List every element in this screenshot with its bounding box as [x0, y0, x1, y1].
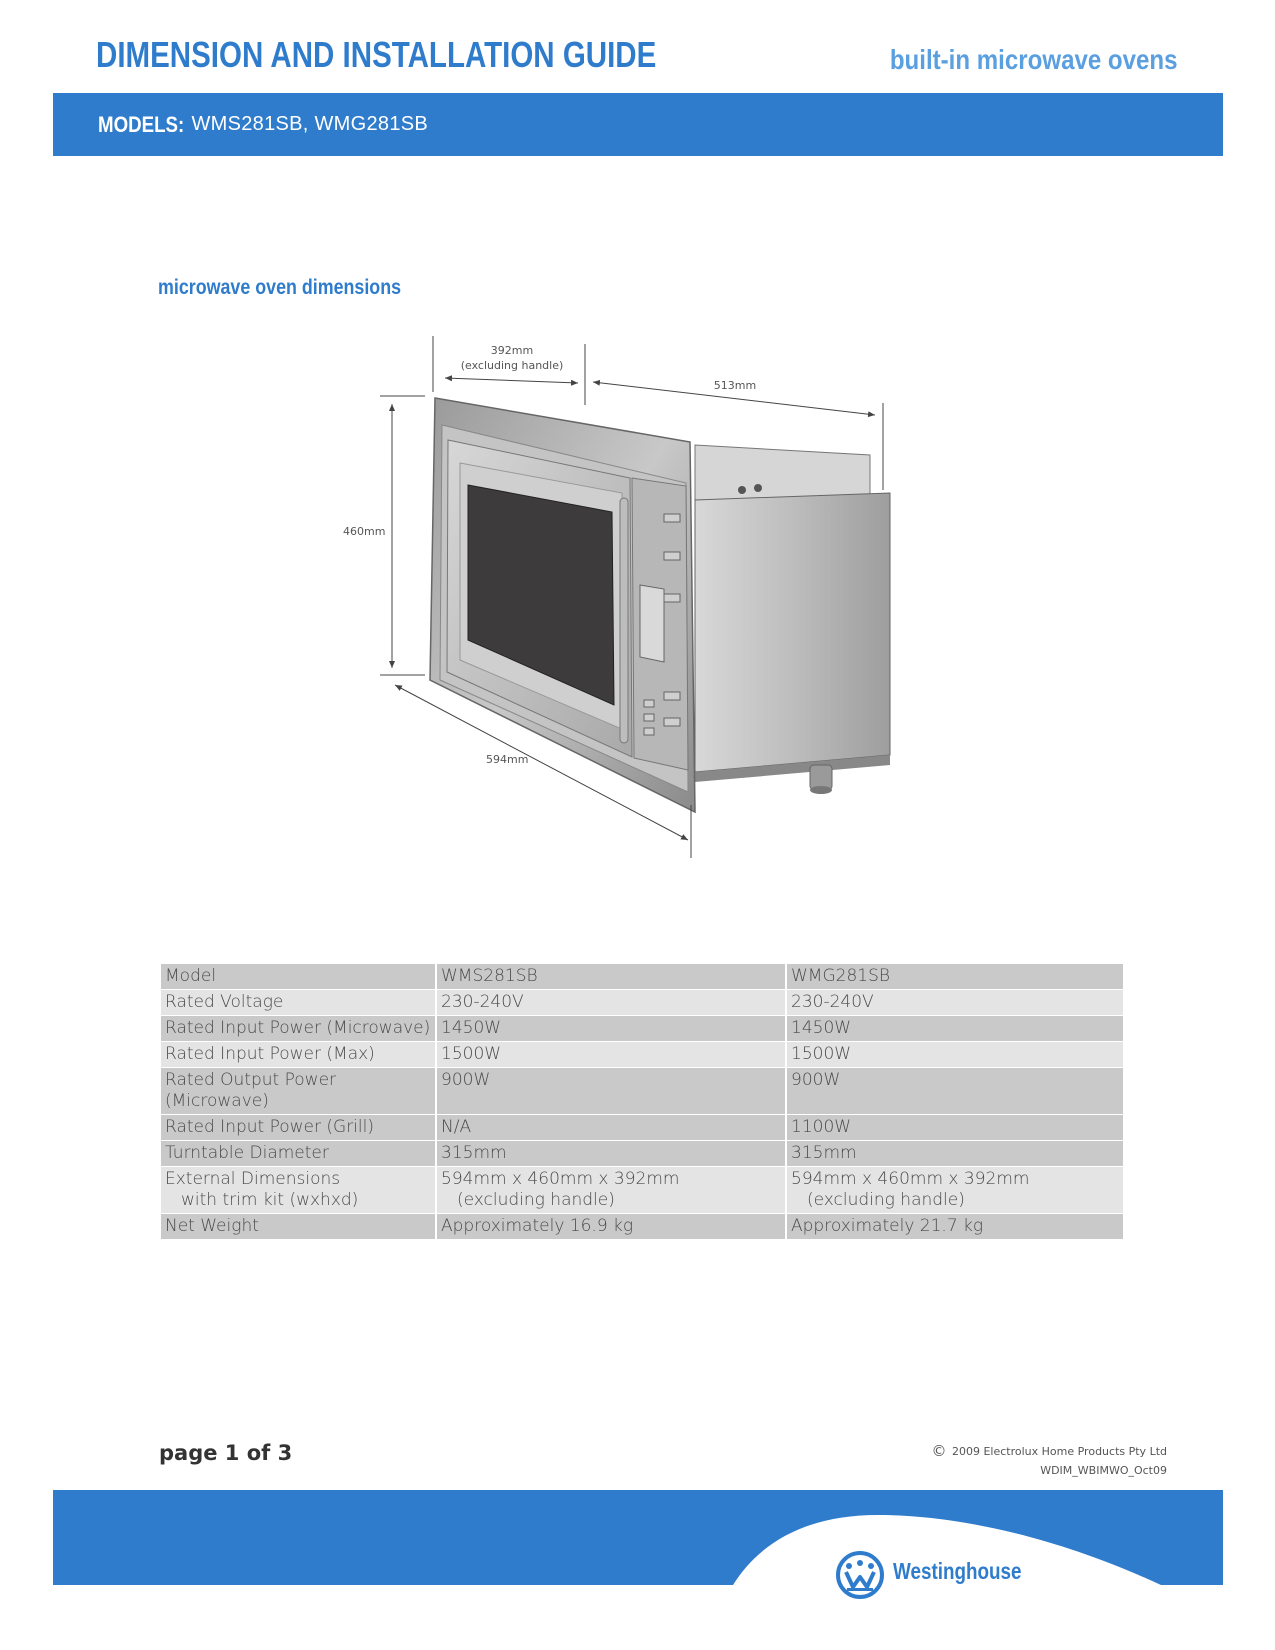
spec-value-wmg: 594mm x 460mm x 392mm	[791, 1169, 1030, 1189]
table-row	[161, 1016, 1124, 1042]
copyright-text: 2009 Electrolux Home Products Pty Ltd	[951, 1445, 1167, 1458]
spec-value-wmg: 1100W	[786, 1115, 1124, 1141]
copyright-icon: ©	[931, 1442, 947, 1460]
spec-value-wmg: 900W	[786, 1068, 1124, 1115]
table-row	[161, 990, 1124, 1016]
spec-value-wms: 230-240V	[436, 990, 786, 1016]
spec-value-wmg: 1500W	[786, 1042, 1124, 1068]
spec-label: Net Weight	[161, 1214, 436, 1240]
spec-label: Turntable Diameter	[161, 1141, 436, 1167]
side-depth-label: 513mm	[713, 379, 757, 392]
depth-dimension-note: (excluding handle)	[460, 359, 564, 372]
spec-value-wms: N/A	[436, 1115, 786, 1141]
spec-label: Rated Input Power (Microwave)	[161, 1016, 436, 1042]
spec-value-wms: 315mm	[436, 1141, 786, 1167]
spec-label: Rated Input Power (Grill)	[161, 1115, 436, 1141]
spec-value-wms: 594mm x 460mm x 392mm	[441, 1169, 680, 1189]
control-panel	[632, 478, 688, 770]
height-dimension-label: 460mm	[343, 525, 386, 538]
spec-value-wmg: WMG281SB	[786, 964, 1124, 990]
section-heading: microwave oven dimensions	[158, 276, 402, 299]
spec-value-wms: 900W	[436, 1068, 786, 1115]
table-row	[161, 1214, 1124, 1240]
spec-value-wms: Approximately 16.9 kg	[436, 1214, 786, 1240]
spec-value-wmg: 230-240V	[786, 990, 1124, 1016]
depth-dimension-label: 392mm	[490, 344, 534, 357]
copyright-block	[931, 1442, 1167, 1480]
spec-label-cell	[161, 1167, 436, 1214]
spec-value-wmg-sub: (excluding handle)	[807, 1190, 965, 1210]
spec-label: Rated Voltage	[161, 990, 436, 1016]
spec-label-sub: with trim kit (wxhxd)	[181, 1190, 359, 1210]
document-code: WDIM_WBIMWO_Oct09	[1040, 1464, 1167, 1477]
spec-value-wmg-cell	[786, 1167, 1124, 1214]
page-title: DIMENSION AND INSTALLATION GUIDE	[96, 34, 657, 75]
spec-value-wmg: 1450W	[786, 1016, 1124, 1042]
spec-value-wms-cell	[436, 1167, 786, 1214]
spec-label: Rated Output Power (Microwave)	[161, 1068, 436, 1115]
spec-value-wms: 1450W	[436, 1016, 786, 1042]
spec-value-wms-sub: (excluding handle)	[457, 1190, 615, 1210]
width-dimension-label: 594mm	[486, 753, 529, 766]
specs-table	[161, 964, 1125, 1240]
cabinet-body	[695, 445, 890, 794]
table-row	[161, 1115, 1124, 1141]
table-row	[161, 1167, 1124, 1214]
models-value: WMS281SB, WMG281SB	[191, 113, 429, 135]
spec-value-wms: 1500W	[436, 1042, 786, 1068]
spec-value-wmg: Approximately 21.7 kg	[786, 1214, 1124, 1240]
table-row	[161, 1068, 1124, 1115]
spec-label: Model	[161, 964, 436, 990]
models-label: MODELS:	[98, 111, 185, 137]
table-row	[161, 964, 1124, 990]
westinghouse-logo-icon	[835, 1550, 885, 1600]
page-subtitle: built-in microwave ovens	[890, 44, 1178, 75]
footer-banner	[53, 1490, 1223, 1585]
page-number: page 1 of 3	[159, 1441, 293, 1465]
spec-label: External Dimensions	[165, 1169, 341, 1189]
microwave-door	[447, 440, 632, 757]
spec-value-wms: WMS281SB	[436, 964, 786, 990]
table-row	[161, 1141, 1124, 1167]
spec-label: Rated Input Power (Max)	[161, 1042, 436, 1068]
brand-name: Westinghouse	[893, 1558, 1022, 1584]
spec-value-wmg: 315mm	[786, 1141, 1124, 1167]
table-row	[161, 1042, 1124, 1068]
